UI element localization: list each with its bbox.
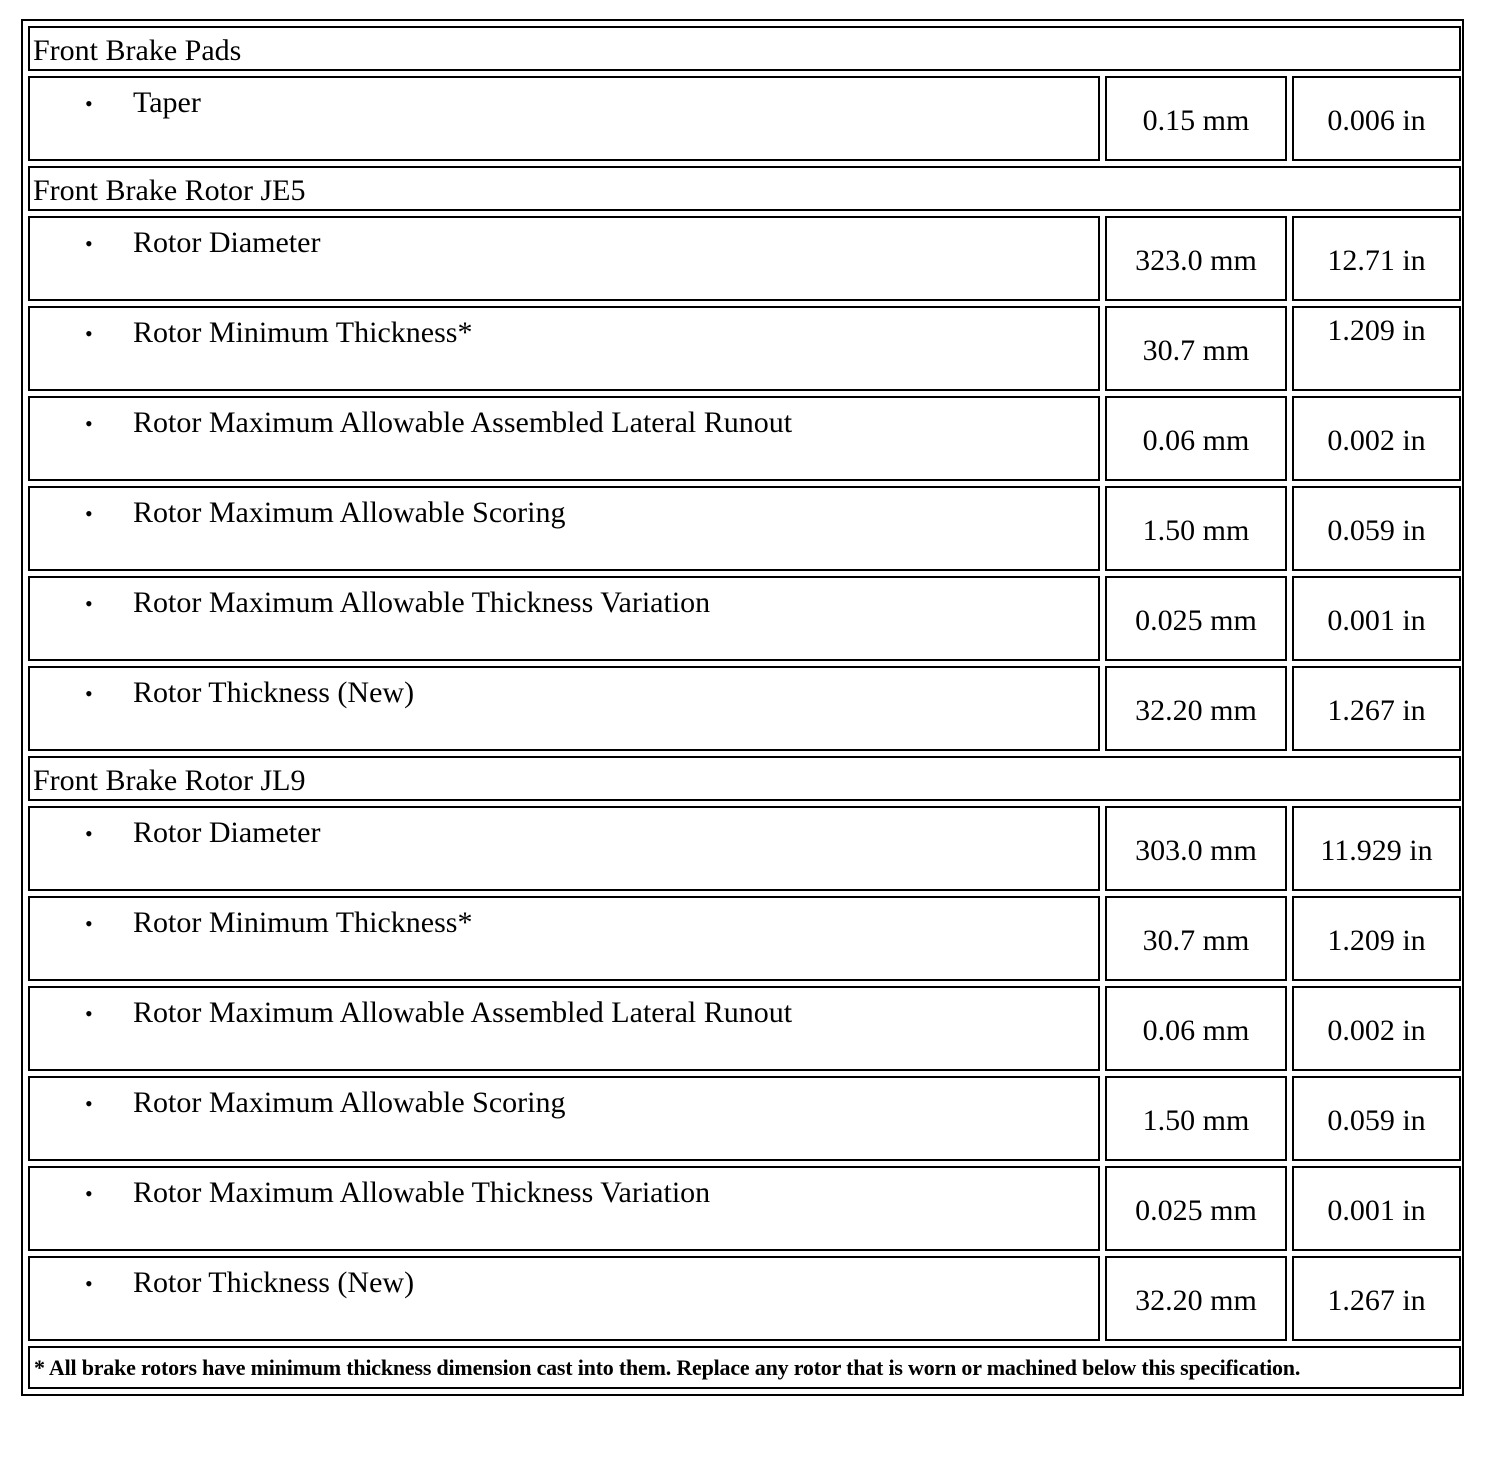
spec-label: Rotor Maximum Allowable Thickness Variation (133, 586, 711, 619)
spec-row (28, 486, 1461, 571)
spec-label: Rotor Maximum Allowable Scoring (133, 1086, 566, 1119)
spec-imperial-value: 0.001 in (1292, 576, 1461, 661)
spec-label: Rotor Maximum Allowable Assembled Lateral Runout (133, 996, 793, 1029)
bullet-icon: • (85, 1181, 93, 1206)
spec-item-cell (28, 216, 1100, 301)
spec-row (28, 1076, 1461, 1161)
spec-label: Rotor Diameter (133, 816, 321, 849)
spec-item-cell (28, 76, 1100, 161)
spec-label: Taper (133, 86, 201, 119)
spec-imperial-value: 0.059 in (1292, 1076, 1461, 1161)
spec-imperial-value: 11.929 in (1292, 806, 1461, 891)
spec-metric-value: 0.15 mm (1105, 76, 1287, 161)
bullet-icon: • (85, 501, 93, 526)
spec-item-cell (28, 486, 1100, 571)
bullet-icon: • (85, 911, 93, 936)
spec-imperial-value: 0.006 in (1292, 76, 1461, 161)
bullet-icon: • (85, 411, 93, 436)
spec-metric-value: 32.20 mm (1105, 666, 1287, 751)
footnote-row (28, 1346, 1461, 1389)
spec-row (28, 986, 1461, 1071)
spec-item-cell (28, 666, 1100, 751)
spec-item-cell (28, 1076, 1100, 1161)
footnote-text: * All brake rotors have minimum thickness dimension cast into them. Replace any rotor that is worn or machined below this specification. (28, 1346, 1461, 1389)
spec-imperial-value: 0.002 in (1292, 986, 1461, 1071)
spec-row (28, 806, 1461, 891)
spec-item-cell (28, 1166, 1100, 1251)
bullet-icon: • (85, 231, 93, 256)
spec-item-cell (28, 896, 1100, 981)
section-title: Front Brake Pads (28, 26, 1461, 71)
spec-label: Rotor Maximum Allowable Thickness Variation (133, 1176, 711, 1209)
spec-label: Rotor Diameter (133, 226, 321, 259)
spec-label: Rotor Minimum Thickness* (133, 906, 473, 939)
spec-row (28, 76, 1461, 161)
spec-metric-value: 303.0 mm (1105, 806, 1287, 891)
spec-row (28, 1256, 1461, 1341)
section-title: Front Brake Rotor JE5 (28, 166, 1461, 211)
section-header-row (28, 756, 1461, 801)
section-header-row (28, 166, 1461, 211)
spec-label: Rotor Thickness (New) (133, 1266, 415, 1299)
spec-imperial-value: 0.001 in (1292, 1166, 1461, 1251)
spec-imperial-value: 1.267 in (1292, 1256, 1461, 1341)
spec-imperial-value: 1.209 in (1292, 306, 1461, 391)
spec-label: Rotor Minimum Thickness* (133, 316, 473, 349)
bullet-icon: • (85, 681, 93, 706)
spec-label: Rotor Maximum Allowable Assembled Lateral Runout (133, 406, 793, 439)
spec-item-cell (28, 986, 1100, 1071)
spec-imperial-value: 1.209 in (1292, 896, 1461, 981)
spec-item-cell (28, 806, 1100, 891)
bullet-icon: • (85, 591, 93, 616)
spec-item-cell (28, 576, 1100, 661)
brake-specifications-table (23, 21, 1466, 1394)
spec-item-cell (28, 1256, 1100, 1341)
spec-metric-value: 0.06 mm (1105, 396, 1287, 481)
spec-label: Rotor Thickness (New) (133, 676, 415, 709)
bullet-icon: • (85, 1271, 93, 1296)
spec-imperial-value: 12.71 in (1292, 216, 1461, 301)
bullet-icon: • (85, 821, 93, 846)
spec-row (28, 576, 1461, 661)
spec-row (28, 666, 1461, 751)
brake-spec-table-frame (21, 19, 1464, 1396)
bullet-icon: • (85, 91, 93, 116)
spec-item-cell (28, 396, 1100, 481)
spec-imperial-value: 0.002 in (1292, 396, 1461, 481)
spec-row (28, 216, 1461, 301)
spec-metric-value: 323.0 mm (1105, 216, 1287, 301)
spec-imperial-value: 0.059 in (1292, 486, 1461, 571)
spec-metric-value: 30.7 mm (1105, 896, 1287, 981)
bullet-icon: • (85, 1091, 93, 1116)
spec-label: Rotor Maximum Allowable Scoring (133, 496, 566, 529)
spec-metric-value: 1.50 mm (1105, 1076, 1287, 1161)
section-title: Front Brake Rotor JL9 (28, 756, 1461, 801)
spec-row (28, 396, 1461, 481)
spec-metric-value: 1.50 mm (1105, 486, 1287, 571)
bullet-icon: • (85, 321, 93, 346)
section-header-row (28, 26, 1461, 71)
spec-row (28, 306, 1461, 391)
spec-metric-value: 0.025 mm (1105, 576, 1287, 661)
spec-metric-value: 32.20 mm (1105, 1256, 1287, 1341)
spec-row (28, 1166, 1461, 1251)
spec-metric-value: 30.7 mm (1105, 306, 1287, 391)
spec-row (28, 896, 1461, 981)
spec-metric-value: 0.025 mm (1105, 1166, 1287, 1251)
spec-metric-value: 0.06 mm (1105, 986, 1287, 1071)
spec-imperial-value: 1.267 in (1292, 666, 1461, 751)
spec-item-cell (28, 306, 1100, 391)
bullet-icon: • (85, 1001, 93, 1026)
